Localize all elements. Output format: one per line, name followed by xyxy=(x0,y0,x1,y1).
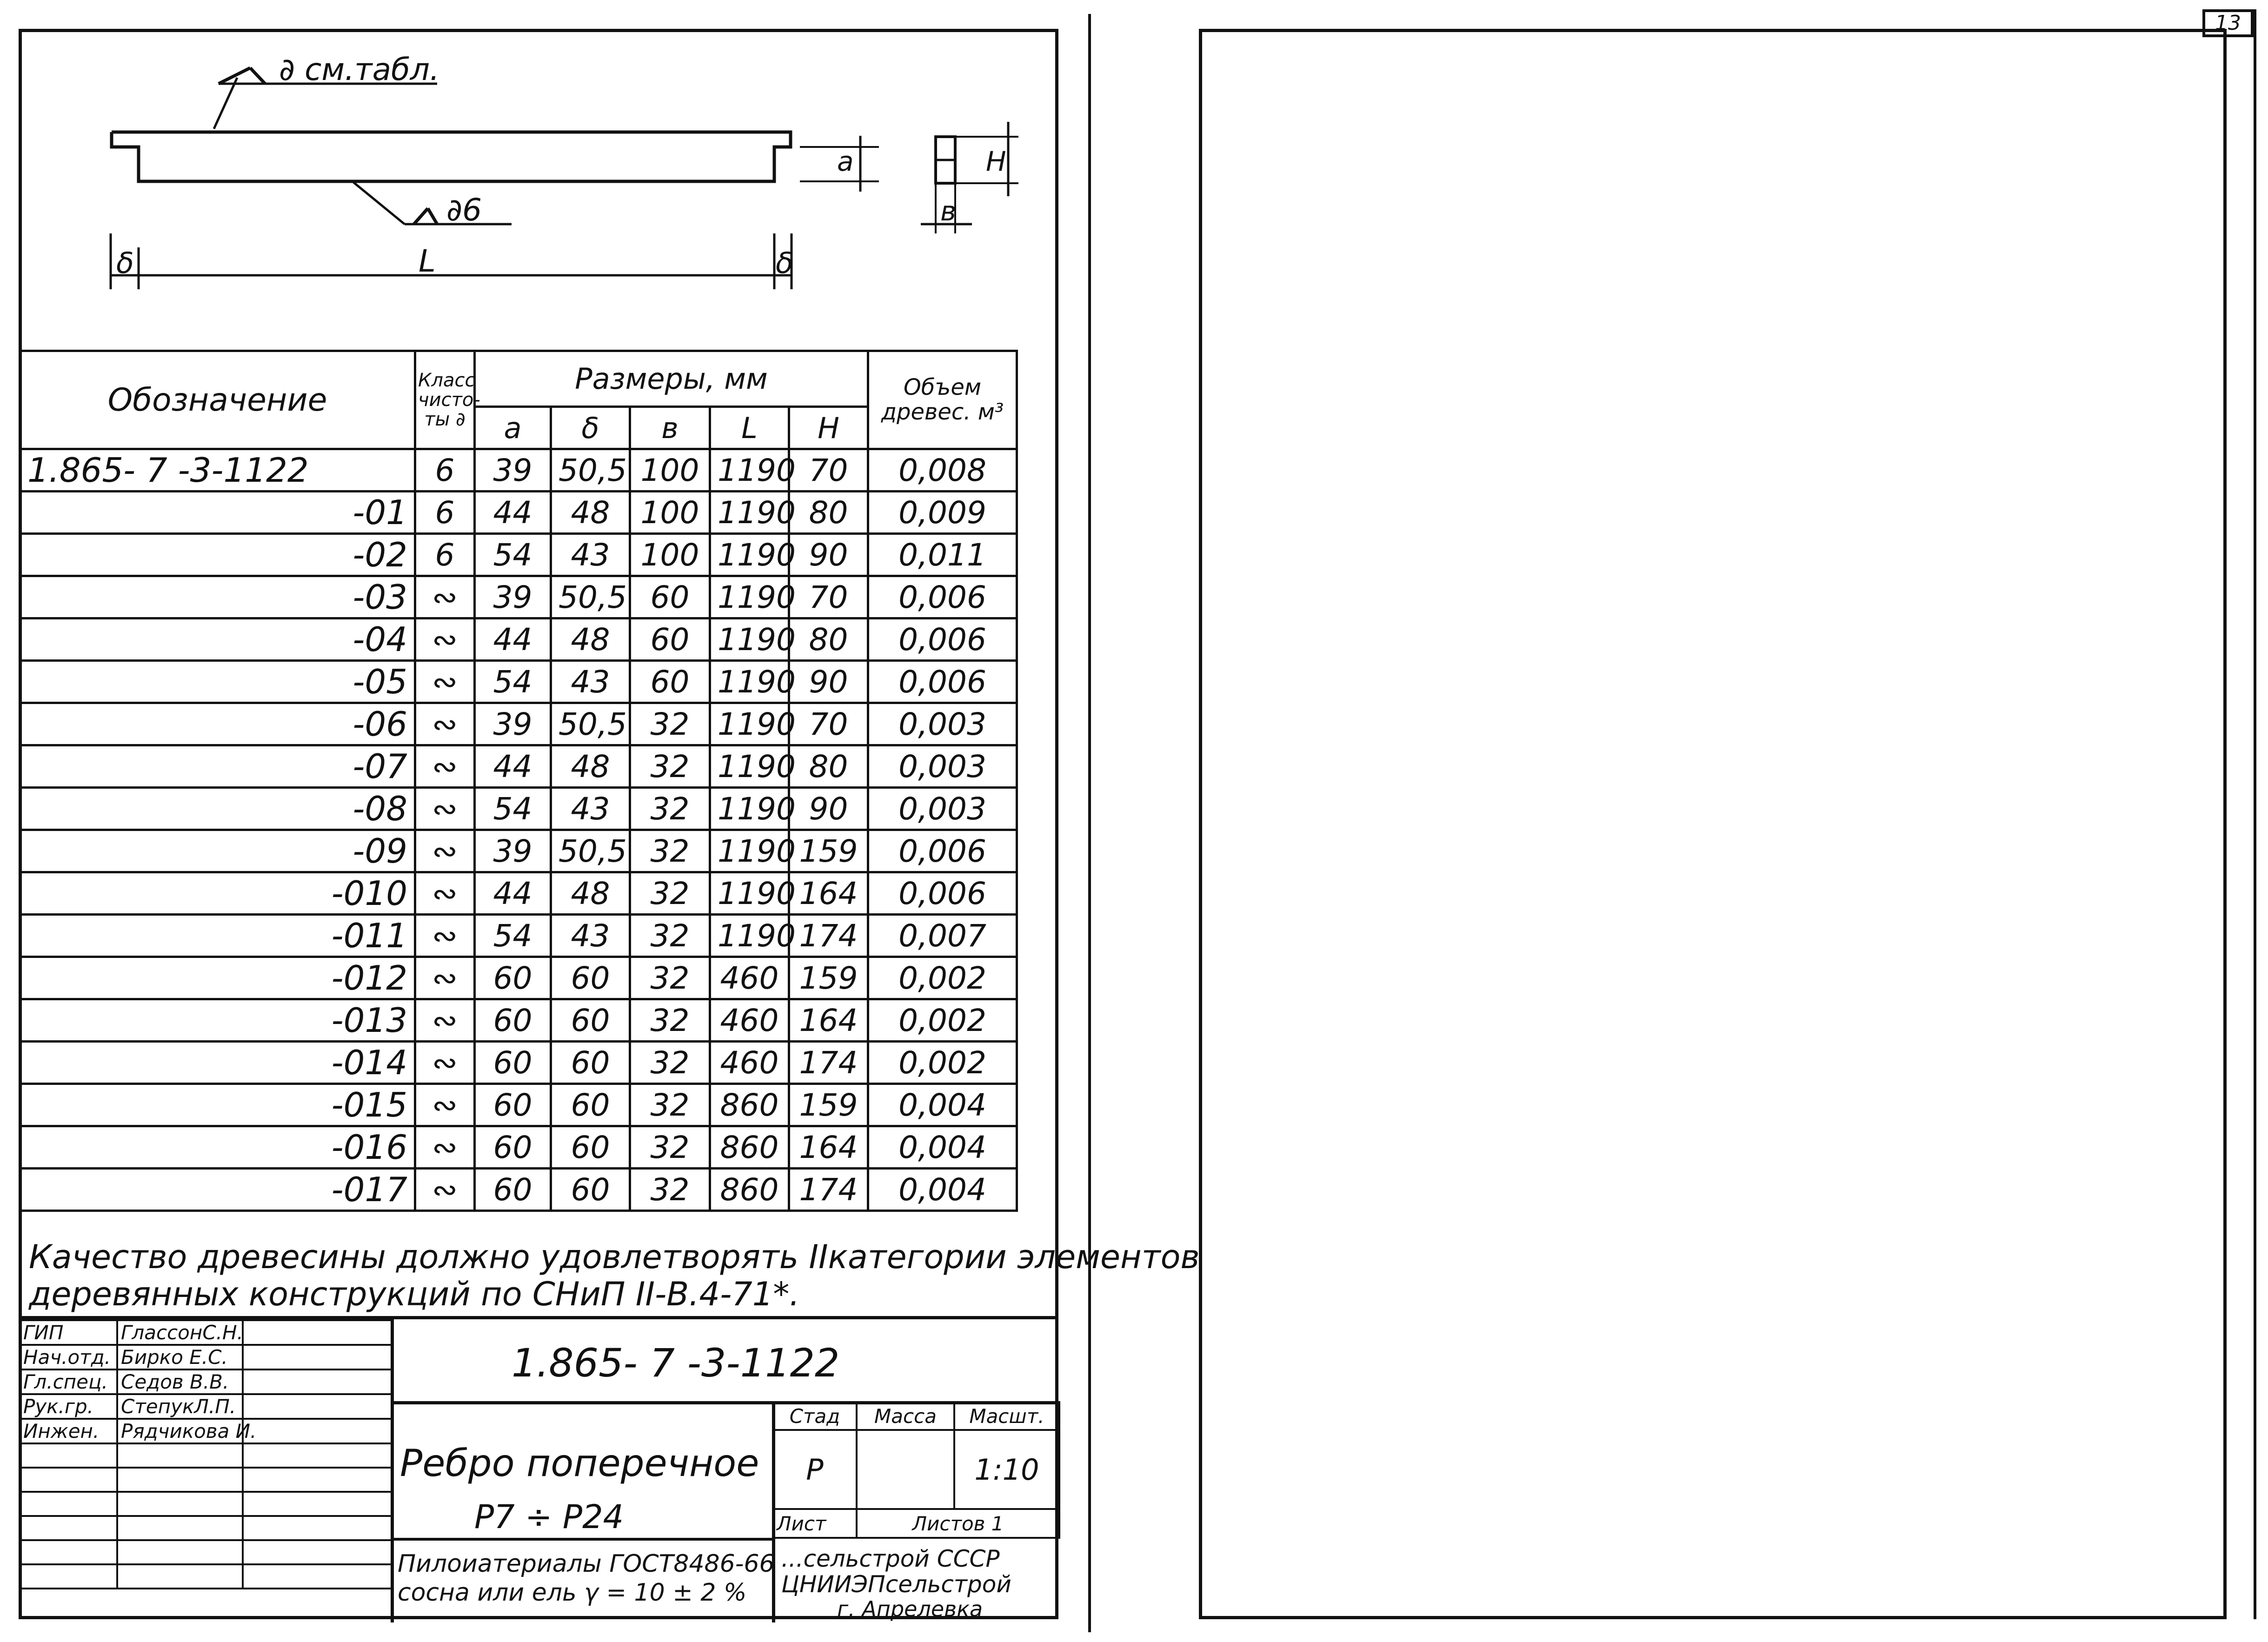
rib-drawing xyxy=(19,29,1058,354)
class-cell: ∾ xyxy=(415,1084,475,1126)
L-cell: 860 xyxy=(710,1126,789,1169)
a-cell: 54 xyxy=(475,661,551,703)
personnel-row xyxy=(20,1345,392,1369)
scale-value: 1:10 xyxy=(954,1430,1059,1509)
delta-cell: 60 xyxy=(551,1084,630,1126)
stage-value: Р xyxy=(773,1430,857,1509)
L-cell: 1190 xyxy=(710,703,789,745)
header-volume: Объем древес. м³ xyxy=(868,351,1017,449)
name-cell: ГлассонС.Н. xyxy=(117,1320,243,1345)
a-cell: 39 xyxy=(475,830,551,872)
H-cell: 90 xyxy=(789,788,868,830)
signature-cell xyxy=(243,1320,392,1345)
table-row xyxy=(20,1042,1017,1084)
delta-cell: 43 xyxy=(551,915,630,957)
sheet-label: Лист xyxy=(773,1509,857,1538)
volume-cell: 0,002 xyxy=(868,957,1017,999)
delta-cell: 43 xyxy=(551,534,630,576)
designation-cell: -07 xyxy=(20,745,415,788)
class-cell: ∾ xyxy=(415,1126,475,1169)
b-cell: 32 xyxy=(630,1042,710,1084)
right-sheet-frame xyxy=(1199,29,2227,1619)
H-cell: 80 xyxy=(789,745,868,788)
volume-cell: 0,003 xyxy=(868,703,1017,745)
b-cell: 32 xyxy=(630,830,710,872)
a-cell: 54 xyxy=(475,788,551,830)
class-cell: ∾ xyxy=(415,872,475,915)
H-cell: 174 xyxy=(789,915,868,957)
class-cell: ∾ xyxy=(415,915,475,957)
b-cell: 32 xyxy=(630,788,710,830)
H-cell: 90 xyxy=(789,534,868,576)
L-cell: 1190 xyxy=(710,745,789,788)
title-block xyxy=(19,1316,1058,1622)
roughness-note: ∂ см.табл. xyxy=(279,52,439,87)
personnel-row xyxy=(20,1369,392,1394)
name-cell: Рядчикова И. xyxy=(117,1419,243,1443)
signature-cell xyxy=(243,1345,392,1369)
signature-cell xyxy=(243,1468,392,1492)
table-row xyxy=(20,1126,1017,1169)
dim-H: H xyxy=(986,146,1006,177)
class-cell: ∾ xyxy=(415,661,475,703)
name-cell: СтепукЛ.П. xyxy=(117,1394,243,1419)
b-cell: 100 xyxy=(630,449,710,492)
b-cell: 32 xyxy=(630,915,710,957)
role-cell: Гл.спец. xyxy=(20,1369,117,1394)
personnel-table xyxy=(19,1319,392,1589)
H-cell: 164 xyxy=(789,872,868,915)
table-row xyxy=(20,915,1017,957)
class-cell: ∾ xyxy=(415,745,475,788)
header-class: Класс чисто- ты ∂ xyxy=(415,351,475,449)
role-cell xyxy=(20,1540,117,1564)
a-cell: 60 xyxy=(475,999,551,1042)
designation-cell: -017 xyxy=(20,1169,415,1211)
part-range: Р7 ÷ Р24 xyxy=(474,1498,624,1536)
volume-cell: 0,008 xyxy=(868,449,1017,492)
name-cell xyxy=(117,1516,243,1540)
delta-cell: 48 xyxy=(551,745,630,788)
designation-cell: -08 xyxy=(20,788,415,830)
personnel-row xyxy=(20,1492,392,1516)
table-row xyxy=(20,999,1017,1042)
designation-cell: -014 xyxy=(20,1042,415,1084)
volume-cell: 0,004 xyxy=(868,1126,1017,1169)
L-cell: 460 xyxy=(710,957,789,999)
header-L: L xyxy=(710,407,789,449)
b-cell: 32 xyxy=(630,1084,710,1126)
volume-cell: 0,006 xyxy=(868,872,1017,915)
name-cell xyxy=(117,1540,243,1564)
L-cell: 1190 xyxy=(710,449,789,492)
L-cell: 1190 xyxy=(710,830,789,872)
designation-cell: -01 xyxy=(20,492,415,534)
signature-cell xyxy=(243,1394,392,1419)
designation-cell: -016 xyxy=(20,1126,415,1169)
delta-cell: 50,5 xyxy=(551,830,630,872)
delta-cell: 60 xyxy=(551,1169,630,1211)
a-cell: 60 xyxy=(475,1169,551,1211)
class-cell: ∾ xyxy=(415,1042,475,1084)
header-a: a xyxy=(475,407,551,449)
signature-cell xyxy=(243,1516,392,1540)
org-line-2: ЦНИИЭПсельстрой xyxy=(781,1571,1011,1598)
b-cell: 32 xyxy=(630,872,710,915)
L-cell: 460 xyxy=(710,1042,789,1084)
role-cell: Инжен. xyxy=(20,1419,117,1443)
signature-cell xyxy=(243,1419,392,1443)
delta-cell: 48 xyxy=(551,492,630,534)
a-cell: 54 xyxy=(475,915,551,957)
sheet-divider-line xyxy=(1088,14,1091,1632)
personnel-row xyxy=(20,1516,392,1540)
delta-cell: 48 xyxy=(551,618,630,661)
class-cell: 6 xyxy=(415,492,475,534)
specification-body xyxy=(20,449,1017,1211)
signature-cell xyxy=(243,1540,392,1564)
table-row xyxy=(20,788,1017,830)
b-cell: 32 xyxy=(630,1169,710,1211)
class-cell: ∾ xyxy=(415,957,475,999)
designation-cell: -03 xyxy=(20,576,415,618)
volume-cell: 0,011 xyxy=(868,534,1017,576)
a-cell: 44 xyxy=(475,618,551,661)
b-cell: 60 xyxy=(630,661,710,703)
part-title: Ребро поперечное xyxy=(400,1442,759,1485)
volume-cell: 0,006 xyxy=(868,618,1017,661)
role-cell xyxy=(20,1468,117,1492)
H-cell: 174 xyxy=(789,1042,868,1084)
table-row xyxy=(20,830,1017,872)
class-cell: ∾ xyxy=(415,999,475,1042)
header-H: H xyxy=(789,407,868,449)
personnel-row xyxy=(20,1394,392,1419)
class-cell: ∾ xyxy=(415,576,475,618)
a-cell: 44 xyxy=(475,872,551,915)
b-cell: 100 xyxy=(630,534,710,576)
table-row xyxy=(20,703,1017,745)
a-cell: 44 xyxy=(475,492,551,534)
volume-cell: 0,004 xyxy=(868,1084,1017,1126)
personnel-row xyxy=(20,1443,392,1468)
table-row xyxy=(20,661,1017,703)
header-delta: δ xyxy=(551,407,630,449)
class-cell: ∾ xyxy=(415,788,475,830)
b-cell: 32 xyxy=(630,745,710,788)
H-cell: 159 xyxy=(789,830,868,872)
volume-cell: 0,004 xyxy=(868,1169,1017,1211)
H-cell: 70 xyxy=(789,449,868,492)
table-row xyxy=(20,618,1017,661)
volume-cell: 0,006 xyxy=(868,661,1017,703)
delta-cell: 50,5 xyxy=(551,703,630,745)
H-cell: 80 xyxy=(789,492,868,534)
b-cell: 60 xyxy=(630,576,710,618)
table-row xyxy=(20,449,1017,492)
a-cell: 60 xyxy=(475,1084,551,1126)
personnel-row xyxy=(20,1468,392,1492)
L-cell: 1190 xyxy=(710,788,789,830)
specification-table xyxy=(19,350,1018,1212)
delta-cell: 60 xyxy=(551,999,630,1042)
table-row xyxy=(20,492,1017,534)
name-cell: Бирко Е.С. xyxy=(117,1345,243,1369)
b-cell: 32 xyxy=(630,703,710,745)
L-cell: 460 xyxy=(710,999,789,1042)
volume-cell: 0,006 xyxy=(868,830,1017,872)
delta-cell: 50,5 xyxy=(551,576,630,618)
class-cell: ∾ xyxy=(415,703,475,745)
header-b: в xyxy=(630,407,710,449)
a-cell: 44 xyxy=(475,745,551,788)
L-cell: 860 xyxy=(710,1084,789,1126)
volume-cell: 0,007 xyxy=(868,915,1017,957)
signature-cell xyxy=(243,1492,392,1516)
designation-cell: -04 xyxy=(20,618,415,661)
delta-cell: 48 xyxy=(551,872,630,915)
delta-cell: 60 xyxy=(551,1126,630,1169)
role-cell xyxy=(20,1516,117,1540)
table-row xyxy=(20,1084,1017,1126)
volume-cell: 0,002 xyxy=(868,1042,1017,1084)
class-cell: ∾ xyxy=(415,1169,475,1211)
designation-cell: -015 xyxy=(20,1084,415,1126)
designation-cell: 1.865- 7 -3-1122 xyxy=(20,449,415,492)
class-cell: 6 xyxy=(415,449,475,492)
a-cell: 39 xyxy=(475,703,551,745)
H-cell: 159 xyxy=(789,1084,868,1126)
personnel-row xyxy=(20,1540,392,1564)
volume-cell: 0,003 xyxy=(868,788,1017,830)
L-cell: 1190 xyxy=(710,915,789,957)
volume-cell: 0,002 xyxy=(868,999,1017,1042)
b-cell: 32 xyxy=(630,1126,710,1169)
material-line-1: Пилоиатериалы ГОСТ8486-66 xyxy=(398,1550,775,1578)
role-cell xyxy=(20,1443,117,1468)
H-cell: 164 xyxy=(789,1126,868,1169)
signature-cell xyxy=(243,1564,392,1589)
b-cell: 100 xyxy=(630,492,710,534)
table-row xyxy=(20,872,1017,915)
class-cell: ∾ xyxy=(415,830,475,872)
name-cell: Седов В.В. xyxy=(117,1369,243,1394)
name-cell xyxy=(117,1492,243,1516)
material-line-2: сосна или ель γ = 10 ± 2 % xyxy=(398,1579,747,1607)
table-row xyxy=(20,1169,1017,1211)
a-cell: 60 xyxy=(475,957,551,999)
role-cell: Рук.гр. xyxy=(20,1394,117,1419)
L-cell: 1190 xyxy=(710,661,789,703)
L-cell: 1190 xyxy=(710,872,789,915)
delta-cell: 43 xyxy=(551,788,630,830)
name-cell xyxy=(117,1468,243,1492)
drawing-code: 1.865- 7 -3-1122 xyxy=(512,1340,840,1386)
personnel-row xyxy=(20,1564,392,1589)
designation-cell: -02 xyxy=(20,534,415,576)
delta-cell: 60 xyxy=(551,1042,630,1084)
org-line-1: ...сельстрой СССР xyxy=(781,1545,1000,1572)
H-cell: 70 xyxy=(789,703,868,745)
table-row xyxy=(20,745,1017,788)
designation-cell: -09 xyxy=(20,830,415,872)
role-cell xyxy=(20,1564,117,1589)
b-cell: 32 xyxy=(630,999,710,1042)
dim-a: a xyxy=(837,146,854,177)
scale-label: Масшт. xyxy=(954,1402,1059,1430)
name-cell xyxy=(117,1564,243,1589)
stage-table xyxy=(772,1401,1060,1539)
volume-cell: 0,009 xyxy=(868,492,1017,534)
sheet-number: 13 xyxy=(2215,11,2241,35)
name-cell xyxy=(117,1443,243,1468)
sheets-label: Листов 1 xyxy=(857,1509,1059,1538)
class-cell: ∾ xyxy=(415,618,475,661)
a-cell: 39 xyxy=(475,449,551,492)
L-cell: 1190 xyxy=(710,492,789,534)
H-cell: 164 xyxy=(789,999,868,1042)
H-cell: 174 xyxy=(789,1169,868,1211)
a-cell: 60 xyxy=(475,1042,551,1084)
role-cell: ГИП xyxy=(20,1320,117,1345)
table-row xyxy=(20,957,1017,999)
personnel-row xyxy=(20,1320,392,1345)
org-line-3: г. Апрелевка xyxy=(837,1596,983,1622)
table-row xyxy=(20,576,1017,618)
signature-cell xyxy=(243,1369,392,1394)
L-cell: 1190 xyxy=(710,576,789,618)
roughness-bottom: ∂6 xyxy=(446,192,482,228)
designation-cell: -05 xyxy=(20,661,415,703)
role-cell xyxy=(20,1492,117,1516)
dim-b: в xyxy=(940,195,957,227)
H-cell: 159 xyxy=(789,957,868,999)
volume-cell: 0,006 xyxy=(868,576,1017,618)
L-cell: 860 xyxy=(710,1169,789,1211)
designation-cell: -06 xyxy=(20,703,415,745)
personnel-row xyxy=(20,1419,392,1443)
class-cell: 6 xyxy=(415,534,475,576)
dim-delta-right: δ xyxy=(776,246,793,280)
signature-cell xyxy=(243,1443,392,1468)
a-cell: 60 xyxy=(475,1126,551,1169)
stage-label: Стад xyxy=(773,1402,857,1430)
H-cell: 90 xyxy=(789,661,868,703)
designation-cell: -011 xyxy=(20,915,415,957)
designation-cell: -012 xyxy=(20,957,415,999)
H-cell: 70 xyxy=(789,576,868,618)
dim-length: L xyxy=(419,243,436,279)
L-cell: 1190 xyxy=(710,534,789,576)
mass-value xyxy=(857,1430,954,1509)
b-cell: 60 xyxy=(630,618,710,661)
role-cell: Нач.отд. xyxy=(20,1345,117,1369)
b-cell: 32 xyxy=(630,957,710,999)
note-line-2: деревянных конструкций по СНиП ІІ-В.4-71*. xyxy=(29,1275,800,1313)
sheet-number-box xyxy=(2202,9,2254,37)
a-cell: 54 xyxy=(475,534,551,576)
delta-cell: 50,5 xyxy=(551,449,630,492)
delta-cell: 43 xyxy=(551,661,630,703)
delta-cell: 60 xyxy=(551,957,630,999)
designation-cell: -010 xyxy=(20,872,415,915)
volume-cell: 0,003 xyxy=(868,745,1017,788)
header-designation: Обозначение xyxy=(20,351,415,449)
L-cell: 1190 xyxy=(710,618,789,661)
designation-cell: -013 xyxy=(20,999,415,1042)
dim-delta-left: δ xyxy=(116,246,134,280)
a-cell: 39 xyxy=(475,576,551,618)
header-dimensions: Размеры, мм xyxy=(475,351,868,407)
note-line-1: Качество древесины должно удовлетворять ІІкатегории элементов xyxy=(29,1238,1200,1276)
table-row xyxy=(20,534,1017,576)
mass-label: Масса xyxy=(857,1402,954,1430)
H-cell: 80 xyxy=(789,618,868,661)
